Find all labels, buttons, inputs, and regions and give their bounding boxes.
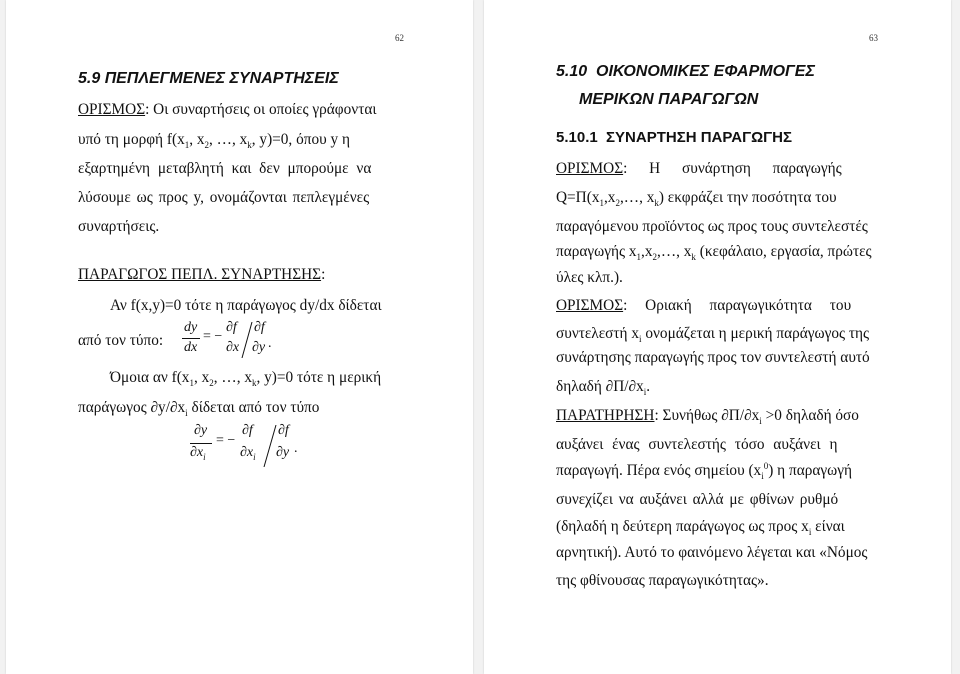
def1-line-5: ύλες κλπ.). bbox=[556, 269, 623, 286]
eq1-numerator-df: ∂f bbox=[226, 320, 237, 335]
subscript: i bbox=[253, 451, 256, 462]
section-title: 5.9 ΠΕΠΛΕΓΜΕΝΕΣ ΣΥΝΑΡΤΗΣΕΙΣ bbox=[78, 70, 339, 87]
def1-line-2 bbox=[556, 188, 837, 208]
equation-implicit-derivative bbox=[182, 320, 282, 360]
text-fragment: ,…, x bbox=[619, 189, 655, 206]
eq2-den-text: ∂x bbox=[240, 445, 254, 460]
eq2-denominator bbox=[190, 445, 206, 461]
def2-line-4 bbox=[556, 377, 650, 397]
eq2-numerator-df2: ∂f bbox=[278, 423, 289, 438]
text-fragment: >0 δηλαδή όσο bbox=[761, 407, 859, 424]
def1-line-3: παραγόμενου προϊόντος ως προς τους συντελεστές bbox=[556, 218, 868, 235]
text-fragment: δίδεται από τον τύπο bbox=[187, 399, 320, 416]
text-fragment: Όμοια αν f(x bbox=[110, 369, 190, 386]
subsection-title: 5.10.1 ΣΥΝΑΡΤΗΣΗ ΠΑΡΑΓΩΓΗΣ bbox=[556, 129, 792, 146]
text-fragment: δηλαδή ∂Π/∂x bbox=[556, 378, 644, 395]
note-line-3 bbox=[556, 461, 852, 481]
subscript: i bbox=[203, 451, 206, 462]
note-line-7: της φθίνουσας παραγωγικότητας». bbox=[556, 572, 769, 589]
eq1-denominator-dx: dx bbox=[184, 340, 198, 355]
text-fragment: , …, x bbox=[213, 369, 252, 386]
subscript: k bbox=[247, 140, 252, 151]
def1-label: ΟΡΙΣΜΟΣ bbox=[556, 160, 624, 177]
eq2-dot: . bbox=[294, 441, 298, 456]
definition-label: ΟΡΙΣΜΟΣ bbox=[78, 101, 146, 118]
note-line-5 bbox=[556, 517, 845, 537]
subscript: 2 bbox=[209, 378, 214, 389]
eq1-denominator-dy: ∂y bbox=[252, 340, 266, 355]
text-fragment: : Η συνάρτηση παραγωγής bbox=[623, 160, 842, 177]
fraction-bar bbox=[182, 338, 200, 339]
text-fragment: ,x bbox=[641, 243, 653, 260]
definition-line-3: εξαρτημένη μεταβλητή και δεν μπορούμε να bbox=[78, 160, 372, 177]
text-fragment: , y)=0 τότε η μερική bbox=[256, 369, 382, 386]
text-fragment: : Συνήθως ∂Π/∂x bbox=[654, 407, 760, 424]
page-number: 63 bbox=[869, 33, 878, 43]
text-fragment: υπό τη μορφή f(x bbox=[78, 131, 185, 148]
text-fragment: Q=Π(x bbox=[556, 189, 600, 206]
eq2-denominator-dy: ∂y bbox=[276, 445, 290, 460]
note-line-6: αρνητική). Αυτό το φαινόμενο λέγεται και «Νόμος bbox=[556, 544, 868, 561]
definition-line-5: συναρτήσεις. bbox=[78, 218, 160, 235]
text-fragment: ,…, x bbox=[657, 243, 692, 260]
eq2-denominator-dxi bbox=[240, 445, 256, 461]
eq1-dot: . bbox=[268, 336, 272, 351]
text-fragment: ,x bbox=[603, 189, 616, 206]
subscript: 2 bbox=[615, 198, 620, 209]
def2-line-3: συνάρτησης παραγωγής προς τον συντελεστή αυτό bbox=[556, 349, 870, 366]
text-fragment: , y)=0, όπου y η bbox=[251, 131, 350, 148]
subscript: 2 bbox=[652, 252, 657, 263]
similar-line bbox=[110, 368, 381, 388]
eq1-numerator-df2: ∂f bbox=[254, 320, 265, 335]
subscript: 2 bbox=[204, 140, 210, 151]
subscript: k bbox=[691, 252, 696, 263]
text-fragment: ) εκφράζει την ποσότητα του bbox=[658, 189, 837, 206]
definition-line-2 bbox=[78, 130, 350, 150]
eq2-equals-minus: = − bbox=[216, 433, 236, 448]
eq2-numerator-df: ∂f bbox=[242, 423, 253, 438]
text-fragment: (κεφάλαιο, εργασία, πρώτες bbox=[695, 243, 872, 260]
right-page bbox=[484, 0, 951, 674]
text-fragment: συντελεστή x bbox=[556, 325, 640, 342]
subscript: i bbox=[643, 387, 647, 398]
left-page bbox=[6, 0, 473, 674]
def1-line-1 bbox=[556, 159, 842, 179]
derivative-title-label: ΠΑΡΑΓΩΓΟΣ ΠΕΠΛ. ΣΥΝΑΡΤΗΣΗΣ bbox=[78, 266, 322, 283]
definition-line-1 bbox=[78, 100, 402, 120]
subscript: i bbox=[808, 527, 812, 538]
eq2-den-text: ∂x bbox=[190, 445, 204, 460]
section-title-line-1: 5.10 ΟΙΚΟΝΟΜΙΚΕΣ ΕΦΑΡΜΟΓΕΣ bbox=[556, 63, 815, 80]
text-fragment: : Οριακή παραγωγικότητα του bbox=[623, 297, 852, 314]
text-fragment: , …, x bbox=[209, 131, 248, 148]
subscript: 1 bbox=[184, 140, 190, 151]
partial-line bbox=[78, 398, 319, 418]
from-formula-label: από τον τύπο: bbox=[78, 332, 164, 349]
subscript: k bbox=[252, 378, 257, 389]
text-fragment: ) η παραγωγή bbox=[768, 462, 852, 479]
derivative-title bbox=[78, 265, 325, 285]
def2-label: ΟΡΙΣΜΟΣ bbox=[556, 297, 624, 314]
colon: : bbox=[321, 266, 326, 283]
definition-line-4: λύσουμε ως προς y, ονομάζονται πεπλεγμένες bbox=[78, 189, 370, 206]
equation-partial-derivative bbox=[190, 423, 310, 469]
subscript: i bbox=[759, 416, 762, 427]
subscript: i bbox=[761, 471, 764, 482]
definition-text: : Οι συναρτήσεις οι οποίες γράφονται bbox=[145, 101, 377, 118]
note-label: ΠΑΡΑΤΗΡΗΣΗ bbox=[556, 407, 655, 424]
text-fragment: , x bbox=[189, 131, 205, 148]
eq1-numerator-dy: dy bbox=[184, 320, 198, 335]
text-fragment: ονομάζεται η μερική παράγωγος της bbox=[641, 325, 870, 342]
text-fragment: παράγωγος ∂y/∂x bbox=[78, 399, 186, 416]
note-line-2: αυξάνει ένας συντελεστής τόσο αυξάνει η bbox=[556, 436, 838, 453]
note-line-4: συνεχίζει να αυξάνει αλλά με φθίνων ρυθμό bbox=[556, 491, 839, 508]
text-fragment: . bbox=[646, 378, 651, 395]
superscript: 0 bbox=[763, 460, 769, 471]
subscript: 1 bbox=[636, 252, 642, 263]
eq2-numerator: ∂y bbox=[194, 423, 208, 438]
note-line-1 bbox=[556, 406, 859, 426]
def1-line-4 bbox=[556, 242, 872, 262]
subscript: k bbox=[654, 198, 659, 209]
text-fragment: (δηλαδή η δεύτερη παράγωγος ως προς x bbox=[556, 518, 809, 535]
text-fragment: είναι bbox=[811, 518, 845, 535]
subscript: 1 bbox=[189, 378, 194, 389]
section-title-line-2: ΜΕΡΙΚΩΝ ΠΑΡΑΓΩΓΩΝ bbox=[579, 91, 759, 108]
subscript: i bbox=[185, 408, 188, 419]
eq1-equals-minus: = − bbox=[203, 329, 223, 344]
if-line: Αν f(x,y)=0 τότε η παράγωγος dy/dx δίδεται bbox=[110, 297, 382, 314]
eq1-denominator-dx2: ∂x bbox=[226, 340, 240, 355]
subscript: 1 bbox=[599, 198, 604, 209]
page-number: 62 bbox=[395, 33, 404, 43]
text-fragment: παραγωγής x bbox=[556, 243, 637, 260]
text-fragment: , x bbox=[193, 369, 210, 386]
subscript: i bbox=[639, 334, 642, 345]
text-fragment: παραγωγή. Πέρα ενός σημείου (x bbox=[556, 462, 762, 479]
def2-line-2 bbox=[556, 324, 869, 344]
def2-line-1 bbox=[556, 296, 851, 316]
fraction-bar bbox=[190, 443, 212, 444]
